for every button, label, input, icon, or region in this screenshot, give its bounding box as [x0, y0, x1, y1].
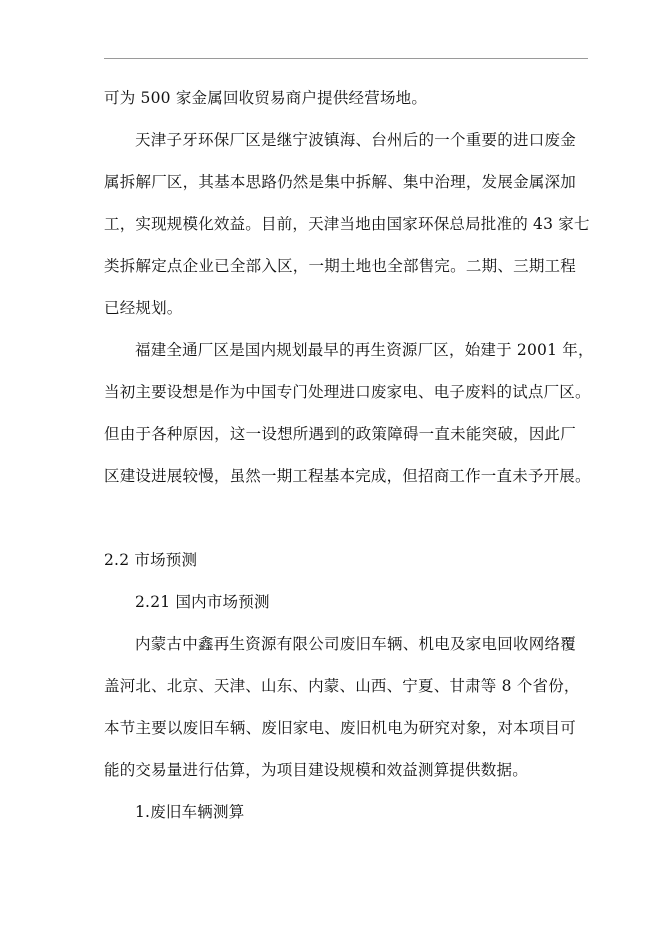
paragraph-line: 区建设进展较慢，虽然一期工程基本完成，但招商工作一直未予开展。: [104, 467, 591, 485]
paragraph-line: 盖河北、北京、天津、山东、内蒙、山西、宁夏、甘肃等 8 个省份，: [104, 677, 580, 695]
paragraph-line: 本节主要以废旧车辆、废旧家电、废旧机电为研究对象，对本项目可: [104, 719, 576, 737]
header-rule: [104, 58, 588, 59]
paragraph-line: 属拆解厂区，其基本思路仍然是集中拆解、集中治理，发展金属深加: [104, 173, 576, 191]
section-heading: 2.2 市场预测: [104, 551, 198, 569]
paragraph-line: 天津子牙环保厂区是继宁波镇海、台州后的一个重要的进口废金: [135, 131, 576, 149]
paragraph-line: 工，实现规模化效益。目前，天津当地由国家环保总局批准的 43 家七: [104, 215, 590, 233]
paragraph-line: 能的交易量进行估算，为项目建设规模和效益测算提供数据。: [104, 761, 528, 779]
paragraph-line: 内蒙古中鑫再生资源有限公司废旧车辆、机电及家电回收网络覆: [135, 635, 576, 653]
paragraph-line: 福建全通厂区是国内规划最早的再生资源厂区，始建于 2001 年，: [135, 341, 594, 359]
paragraph-line: 但由于各种原因，这一设想所遇到的政策障碍一直未能突破，因此厂: [104, 425, 576, 443]
subsection-heading: 2.21 国内市场预测: [135, 593, 270, 611]
paragraph-line: 类拆解定点企业已全部入区，一期土地也全部售完。二期、三期工程: [104, 257, 576, 275]
item-heading: 1.废旧车辆测算: [135, 803, 245, 821]
paragraph-line: 当初主要设想是作为中国专门处理进口废家电、电子废料的试点厂区。: [104, 383, 591, 401]
paragraph-line: 可为 500 家金属回收贸易商户提供经营场地。: [104, 89, 428, 107]
paragraph-line: 已经规划。: [104, 299, 183, 317]
